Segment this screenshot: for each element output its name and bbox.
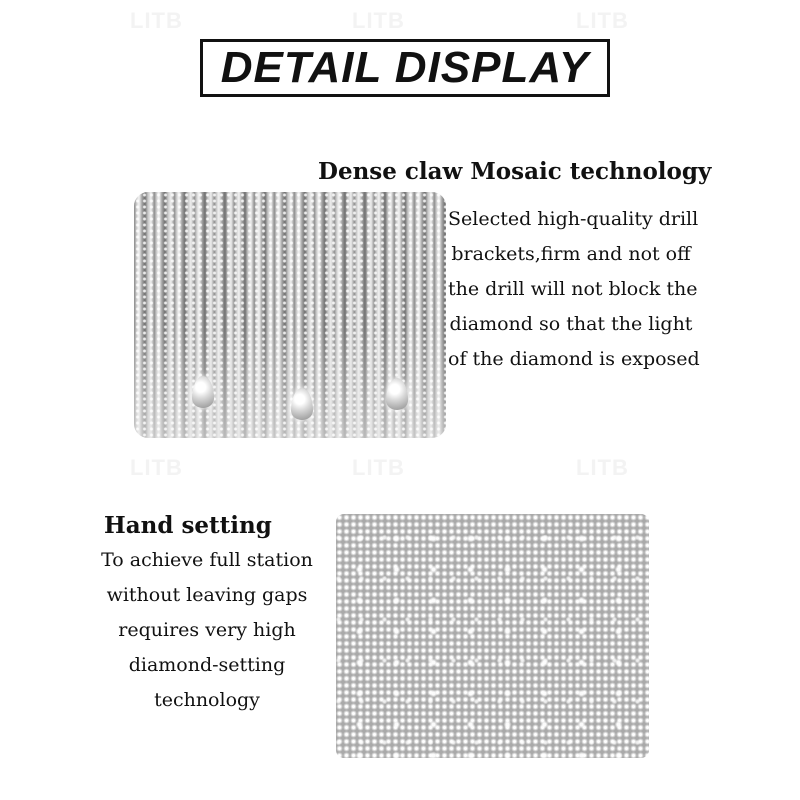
crystal-drop <box>386 378 408 410</box>
crystal-drop <box>291 388 313 420</box>
watermark-text: LITB <box>352 455 405 480</box>
section1-line: diamond so that the light <box>449 313 693 335</box>
tassel-rhinestone-photo <box>134 192 446 438</box>
section1-description <box>448 202 700 377</box>
section1-line: of the diamond is exposed <box>448 348 700 370</box>
rhinestone-mesh-photo <box>336 514 649 758</box>
section1-line: brackets,firm and not off <box>451 243 691 265</box>
crystal-drop <box>192 376 214 408</box>
watermark-text: LITB <box>576 455 629 480</box>
section2-line: without leaving gaps <box>106 584 308 606</box>
watermark-text: LITB <box>352 8 405 33</box>
watermark-text: LITB <box>130 8 183 33</box>
section2-line: requires very high <box>118 619 296 641</box>
section2-line: diamond-setting <box>128 654 286 676</box>
section2-line: technology <box>154 689 260 711</box>
watermark-text: LITB <box>576 8 629 33</box>
section1-line: the drill will not block the <box>448 278 698 300</box>
page-title: DETAIL DISPLAY <box>220 43 590 92</box>
section1-heading: Dense claw Mosaic technology <box>318 158 712 185</box>
watermark-text: LITB <box>130 455 183 480</box>
section1-line: Selected high-quality drill <box>448 208 699 230</box>
title-box <box>200 39 610 97</box>
section2-description <box>96 543 318 718</box>
section2-heading: Hand setting <box>104 512 272 539</box>
section2-line: To achieve full station <box>101 549 313 571</box>
